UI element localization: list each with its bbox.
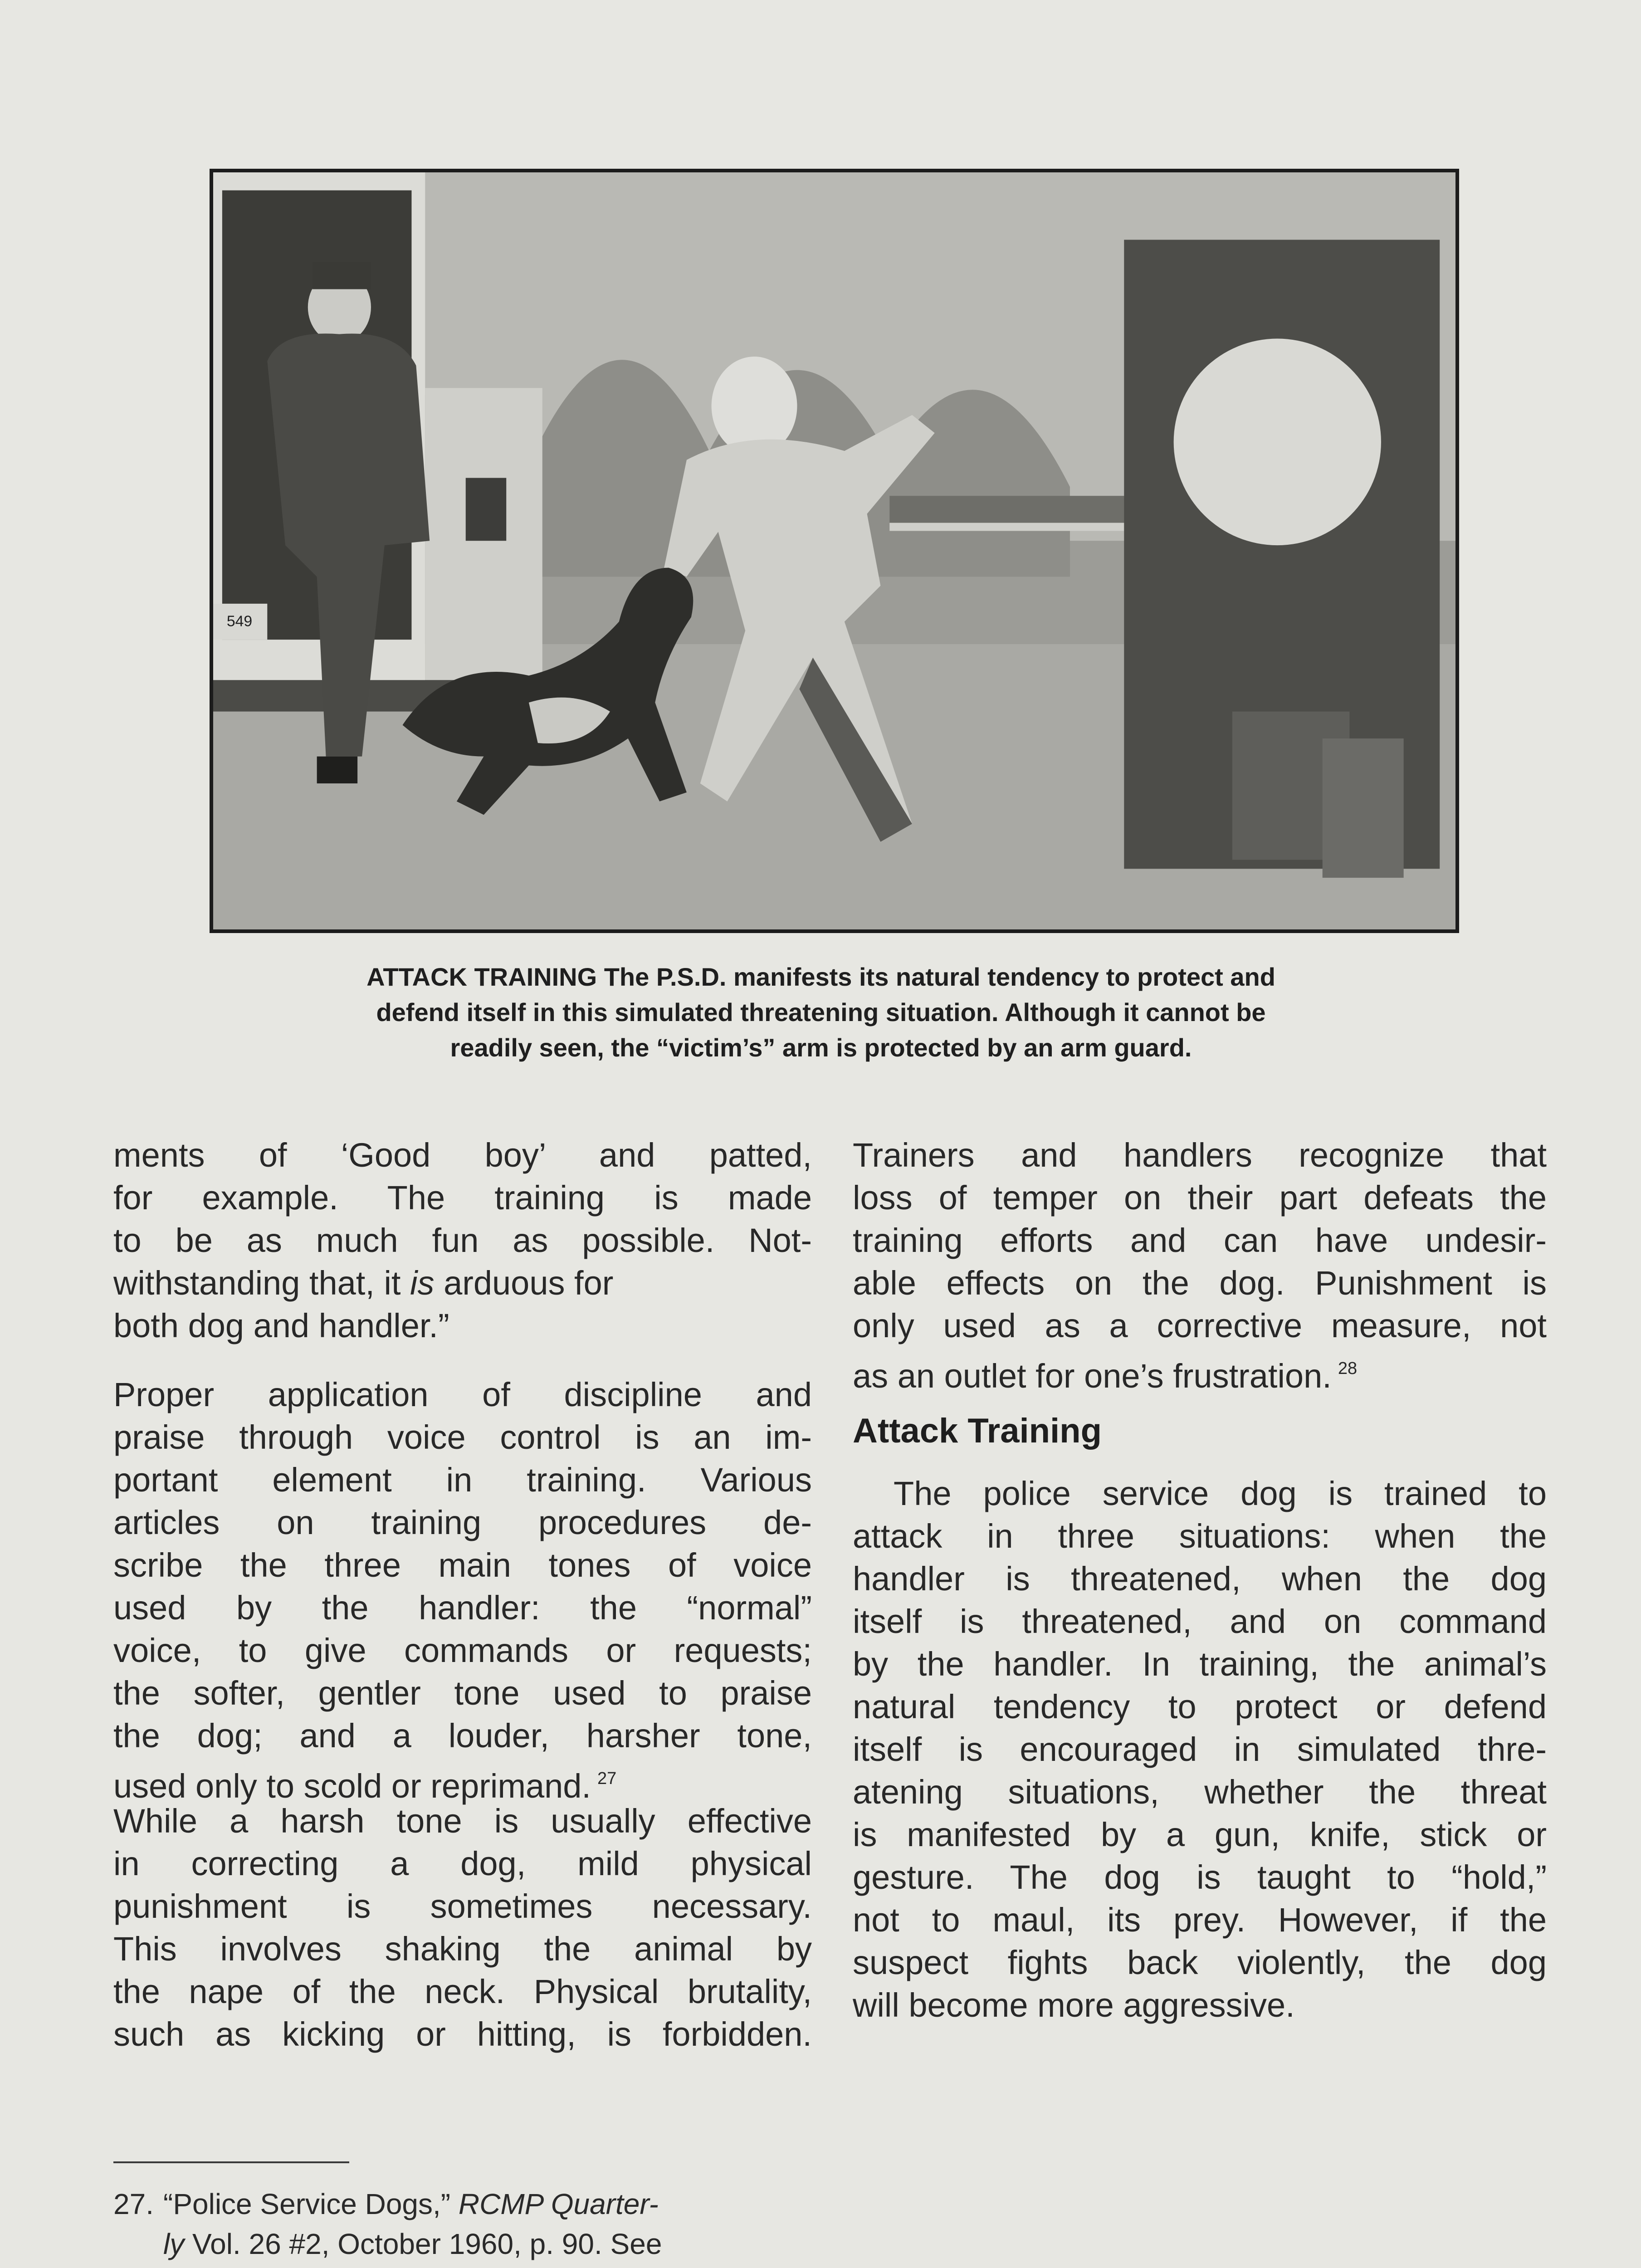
text-line: the dog; and a louder, harsher tone, [113, 1717, 812, 1755]
text-line: the nape of the neck. Physical brutality, [113, 1973, 812, 2010]
text-line [853, 1347, 1547, 1395]
text-line: Trainers and handlers recognize that [853, 1136, 1547, 1174]
right-column [853, 1134, 1547, 2027]
text-line: itself is encouraged in simulated thre- [853, 1730, 1547, 1768]
text-line: able effects on the dog. Punishment is [853, 1264, 1547, 1302]
text-segment: Vol. 26 #2, October 1960, p. 90. See [184, 2228, 662, 2260]
text-line: is manifested by a gun, knife, stick or [853, 1816, 1547, 1853]
text-line: attack in three situations: when the [853, 1517, 1547, 1555]
text-line: portant element in training. Various [113, 1461, 812, 1499]
text-line: punishment is sometimes necessary. [113, 1887, 812, 1925]
text-line [163, 2224, 821, 2264]
left-column [113, 1134, 812, 2056]
text-line: only used as a corrective measure, not [853, 1307, 1547, 1344]
text-line: such as kicking or hitting, is forbidden. [113, 2015, 812, 2053]
footnote-number: 27. [113, 2188, 154, 2220]
caption-line: readily seen, the “victim’s” arm is protected by an arm guard. [450, 1033, 1192, 1062]
text-line [113, 1262, 812, 1305]
italic-title: ly [163, 2228, 185, 2260]
text-segment: used only to scold or reprimand. [113, 1767, 591, 1805]
text-line: both dog and handler.” [113, 1307, 449, 1344]
text-segment: “Police Service Dogs,” [163, 2188, 459, 2220]
text-line: to be as much fun as possible. Not- [113, 1222, 812, 1259]
text-line: used by the handler: the “normal” [113, 1589, 812, 1627]
footnote-reference-27: 27 [597, 1769, 617, 1788]
text-segment: arduous for [444, 1264, 614, 1302]
text-line: This involves shaking the animal by [113, 1930, 812, 1968]
text-line: atening situations, whether the threat [853, 1773, 1547, 1811]
training-photo [210, 169, 1459, 933]
text-line: While a harsh tone is usually effective [113, 1802, 812, 1840]
footnote-body [163, 2184, 821, 2268]
text-line [163, 2184, 821, 2224]
section-heading: Attack Training [853, 1412, 1102, 1450]
italic-word: is [410, 1264, 435, 1302]
text-segment: withstanding that, it [113, 1264, 410, 1302]
svg-text:549: 549 [226, 612, 253, 630]
text-line: suspect fights back violently, the dog [853, 1944, 1547, 1981]
text-line [113, 1757, 812, 1805]
text-line: ments of ‘Good boy’ and patted, [113, 1136, 812, 1174]
footnote-reference-28: 28 [1338, 1359, 1358, 1378]
footnote-rule-left [113, 2161, 349, 2163]
text-line: gesture. The dog is taught to “hold,” [853, 1858, 1547, 1896]
text-line: training efforts and can have undesir- [853, 1222, 1547, 1259]
caption-line: defend itself in this simulated threatening situation. Although it cannot be [376, 998, 1266, 1026]
text-line: in correcting a dog, mild physical [113, 1845, 812, 1882]
text-line: the softer, gentler tone used to praise [113, 1674, 812, 1712]
text-line: will become more aggressive. [853, 1986, 1295, 2024]
text-line: Proper application of discipline and [113, 1376, 812, 1413]
text-line: The police service dog is trained to [894, 1475, 1547, 1512]
text-line: by the handler. In training, the animal’s [853, 1645, 1547, 1683]
text-segment: as an outlet for one’s frustration. [853, 1357, 1332, 1395]
text-line: loss of temper on their part defeats the [853, 1179, 1547, 1217]
text-line: handler is threatened, when the dog [853, 1560, 1547, 1598]
caption-line: ATTACK TRAINING The P.S.D. manifests its natural tendency to protect and [366, 963, 1275, 991]
text-line: voice, to give commands or requests; [113, 1632, 812, 1669]
text-line: itself is threatened, and on command [853, 1603, 1547, 1640]
text-line: scribe the three main tones of voice [113, 1546, 812, 1584]
text-line: articles on training procedures de- [113, 1504, 812, 1541]
text-line: praise through voice control is an im- [113, 1418, 812, 1456]
photo-caption [150, 959, 1492, 1066]
text-line: not to maul, its prey. However, if the [853, 1901, 1547, 1939]
photo-dog-attack-training-image [213, 172, 1455, 929]
text-line: for example. The training is made [113, 1179, 812, 1217]
italic-title: RCMP Quarter- [458, 2188, 659, 2220]
text-line [163, 2264, 821, 2268]
text-line: natural tendency to protect or defend [853, 1688, 1547, 1725]
